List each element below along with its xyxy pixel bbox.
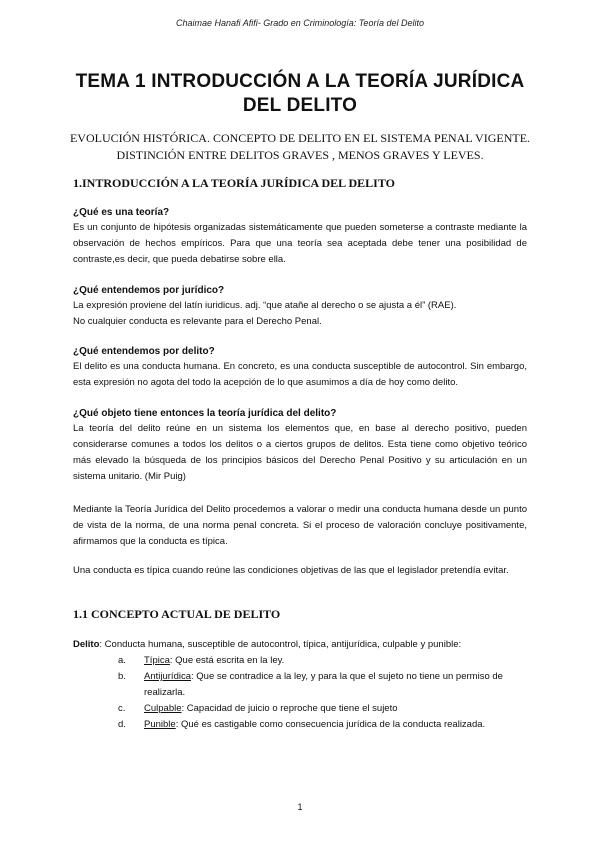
list-term: Típica [144,655,170,666]
document-title: TEMA 1 INTRODUCCIÓN A LA TEORÍA JURÍDICA DEL DELITO [75,71,525,116]
question-delito: ¿Qué entendemos por delito? [73,346,215,357]
answer-juridico-line1: La expresión proviene del latín iuridicus. adj. “que atañe al derecho o se ajusta a él” (RAE). [73,300,457,311]
list-marker: c. [118,703,126,714]
paragraph-valoracion: Mediante la Teoría Jurídica del Delito procedemos a valorar o medir una conducta humana desde un punto de vista de la norma, de una norma penal concreta. Si el proceso de valoración concluye positivamente, afirmamos que la conducta es típica. [73,504,527,547]
list-term: Antijurídica [144,671,191,682]
definition-term: Delito [73,639,100,650]
list-item [118,717,528,733]
list-item [118,669,528,701]
answer-delito: El delito es una conducta humana. En concreto, es una conducta susceptible de autocontrol. Sin embargo, esta expresión no agota del todo la acepción de lo que asumimos a día de hoy como delito. [73,361,527,388]
list-text: : Qué es castigable como consecuencia jurídica de la conducta realizada. [175,719,486,730]
list-text: : Que está escrita en la ley. [169,655,285,666]
list-marker: a. [118,655,126,666]
paragraph-conducta-tipica: Una conducta es típica cuando reúne las condiciones objetivas de las que el legislador pretendía evitar. [73,565,509,576]
page-number: 1 [297,802,303,812]
elements-list [118,653,528,733]
list-item [118,701,528,717]
list-marker: d. [118,719,126,730]
answer-teoria: Es un conjunto de hipótesis organizadas sistemáticamente que pueden someterse a contraste mediante la observación de hechos empíricos. Para que una teoría sea aceptada debe tener una posibilidad de contraste,es decir, que pueda debatirse sobre ella. [73,222,527,265]
document-subtitle: EVOLUCIÓN HISTÓRICA. CONCEPTO DE DELITO EN EL SISTEMA PENAL VIGENTE. DISTINCIÓN ENTRE DELITOS GRAVES , MENOS GRAVES Y LEVES. [69,131,531,162]
answer-juridico-line2: No cualquier conducta es relevante para el Derecho Penal. [73,316,322,327]
question-juridico: ¿Qué entendemos por jurídico? [73,285,225,296]
list-text: : Capacidad de juicio o reproche que tiene el sujeto [181,703,398,714]
list-marker: b. [118,671,126,682]
question-teoria: ¿Qué es una teoría? [73,207,170,218]
list-item [118,653,528,669]
definition-delito [73,637,533,653]
question-objeto: ¿Qué objeto tiene entonces la teoría jurídica del delito? [73,408,337,419]
list-term: Punible [144,719,176,730]
answer-objeto: La teoría del delito reúne en un sistema los elementos que, en base al derecho positivo, pueden considerarse comunes a todos los delitos o a ciertos grupos de delitos. Esta tiene como objetivo teórico más elevado la búsqueda de los principios básicos del Derecho Penal Positivo y su articulación en un sistema unitario. (Mir Puig) [73,423,527,482]
list-text: : Que se contradice a la ley, y para la que el sujeto no tiene un permiso de realizarla. [144,671,503,698]
list-term: Culpable [144,703,182,714]
section-heading-concepto-actual: 1.1 CONCEPTO ACTUAL DE DELITO [73,607,281,621]
section-heading-introduccion: 1.INTRODUCCIÓN A LA TEORÍA JURÍDICA DEL DELITO [73,176,395,190]
definition-text: : Conducta humana, susceptible de autocontrol, típica, antijurídica, culpable y punible: [99,639,462,650]
page-header: Chaimae Hanafi Afifi- Grado en Criminología: Teoría del Delito [176,18,424,28]
